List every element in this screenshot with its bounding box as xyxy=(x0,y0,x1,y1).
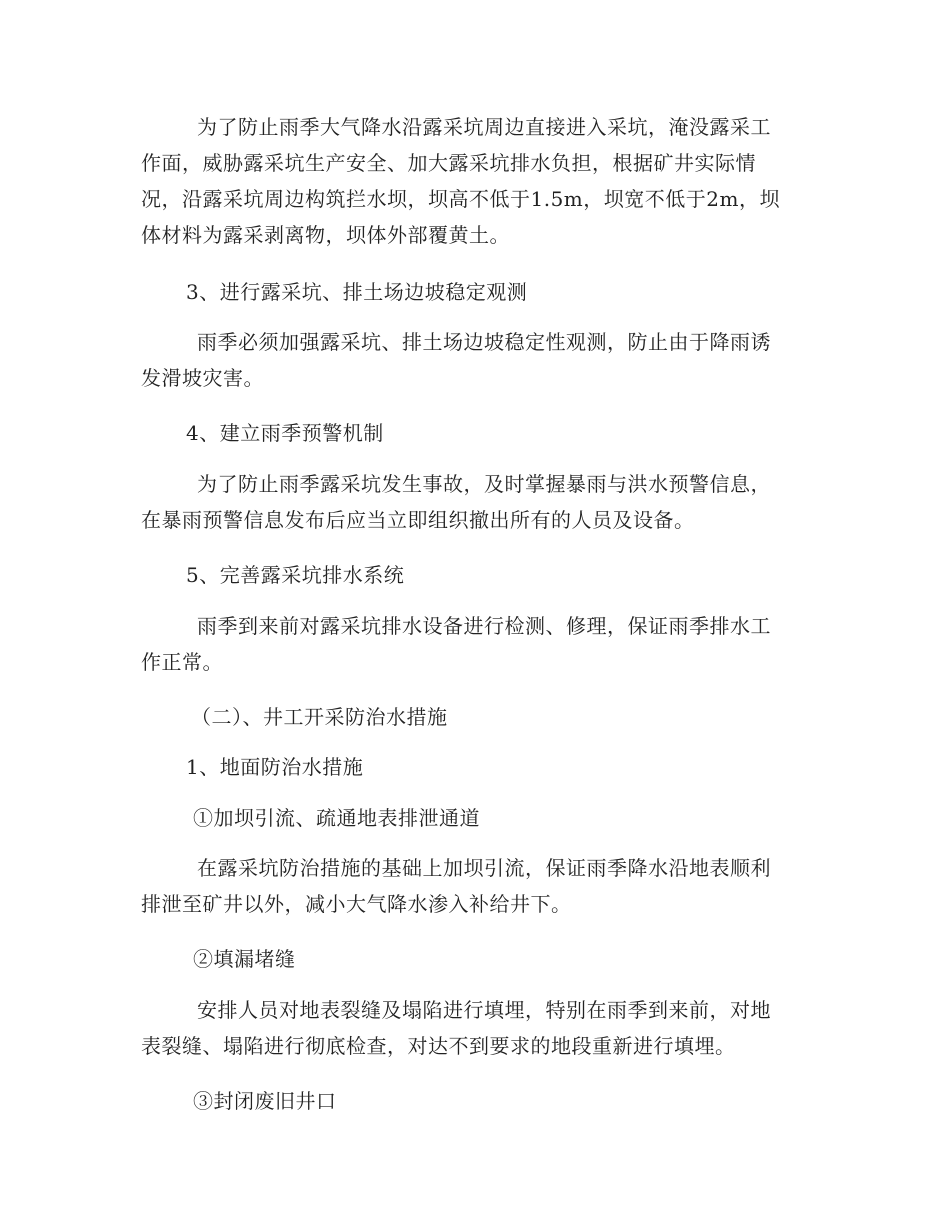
paragraph-fill-cracks xyxy=(141,992,810,1064)
text-line: 在暴雨预警信息发布后应当立即组织撤出所有的人员及设备。 xyxy=(141,508,695,532)
heading-drainage xyxy=(141,557,810,593)
text-line: 安排人员对地表裂缝及塌陷进行填埋，特别在雨季到来前，对地 xyxy=(197,998,771,1022)
heading-underground-section xyxy=(141,699,810,735)
subsection-heading: ②填漏堵缝 xyxy=(193,947,296,971)
paragraph-diversion xyxy=(141,850,810,922)
paragraph-slope xyxy=(141,324,810,396)
text-line: 作面，威胁露采坑生产安全、加大露采坑排水负担，根据矿井实际情 xyxy=(141,151,756,175)
text-line: 表裂缝、塌陷进行彻底检查，对达不到要求的地段重新进行填埋。 xyxy=(141,1034,736,1058)
heading-slope-observation xyxy=(141,274,810,310)
text-line: 雨季必须加强露采坑、排土场边坡稳定性观测，防止由于降雨诱 xyxy=(197,330,771,354)
subsection-heading: ③封闭废旧井口 xyxy=(193,1089,337,1113)
section-heading: 4、建立雨季预警机制 xyxy=(186,421,384,445)
text-line: 发滑坡灾害。 xyxy=(141,366,264,390)
section-heading: 3、进行露采坑、排土场边坡稳定观测 xyxy=(186,280,528,304)
heading-warning xyxy=(141,415,810,451)
paragraph-warning xyxy=(141,466,810,538)
text-line: 为了防止雨季大气降水沿露采坑周边直接进入采坑，淹没露采工 xyxy=(197,115,771,139)
heading-ground-measures xyxy=(141,749,810,785)
text-line: 况，沿露采坑周边构筑拦水坝，坝高不低于1.5m，坝宽不低于2m，坝 xyxy=(141,187,780,211)
section-heading: 1、地面防治水措施 xyxy=(186,755,364,779)
paragraph-drainage xyxy=(141,608,810,680)
subheading-fill-cracks xyxy=(141,941,810,977)
text-line: 排泄至矿井以外，减小大气降水渗入补给井下。 xyxy=(141,892,572,916)
subsection-heading: ①加坝引流、疏通地表排泄通道 xyxy=(193,806,480,830)
text-line: 作正常。 xyxy=(141,650,223,674)
subheading-seal-shafts xyxy=(141,1083,810,1119)
text-line: 体材料为露采剥离物，坝体外部覆黄土。 xyxy=(141,223,510,247)
section-heading: 5、完善露采坑排水系统 xyxy=(186,563,405,587)
paragraph-dam xyxy=(141,109,810,253)
text-line: 在露采坑防治措施的基础上加坝引流，保证雨季降水沿地表顺利 xyxy=(197,856,771,880)
subheading-dam-diversion xyxy=(141,800,810,836)
text-line: 雨季到来前对露采坑排水设备进行检测、修理，保证雨季排水工 xyxy=(197,614,771,638)
section-heading: （二）、井工开采防治水措施 xyxy=(191,705,448,729)
text-line: 为了防止雨季露采坑发生事故，及时掌握暴雨与洪水预警信息， xyxy=(197,472,771,496)
